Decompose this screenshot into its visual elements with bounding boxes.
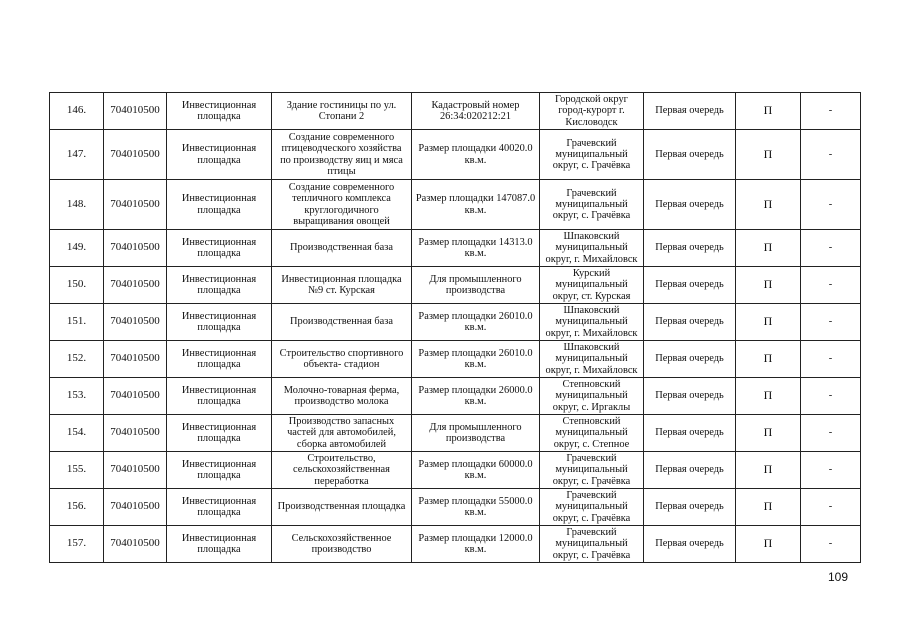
parameter-cell: Размер площадки 55000.0 кв.м.: [412, 489, 540, 526]
row-number-cell: 151.: [50, 304, 104, 341]
priority-cell: Первая очередь: [644, 130, 736, 180]
parameter-cell: Для промышленного производства: [412, 267, 540, 304]
code-cell: 704010500: [104, 180, 167, 230]
table-row: [50, 230, 861, 267]
parameter-cell: Размер площадки 26010.0 кв.м.: [412, 304, 540, 341]
location-cell: Грачевский муниципальный округ, с. Грачёвка: [540, 452, 644, 489]
priority-cell: Первая очередь: [644, 452, 736, 489]
parameter-cell: Размер площадки 147087.0 кв.м.: [412, 180, 540, 230]
table-row: [50, 180, 861, 230]
object-type-cell: Инвестиционная площадка: [167, 341, 272, 378]
location-cell: Грачевский муниципальный округ, с. Грачёвка: [540, 180, 644, 230]
parameter-cell: Для промышленного производства: [412, 415, 540, 452]
note-cell: -: [801, 304, 861, 341]
status-cell: П: [736, 489, 801, 526]
table-row: [50, 267, 861, 304]
table-row: [50, 452, 861, 489]
location-cell: Степновский муниципальный округ, с. Степное: [540, 415, 644, 452]
object-type-cell: Инвестиционная площадка: [167, 526, 272, 563]
location-cell: Степновский муниципальный округ, с. Иргаклы: [540, 378, 644, 415]
location-cell: Шпаковский муниципальный округ, г. Михайловск: [540, 230, 644, 267]
parameter-cell: Размер площадки 26010.0 кв.м.: [412, 341, 540, 378]
object-type-cell: Инвестиционная площадка: [167, 489, 272, 526]
note-cell: -: [801, 526, 861, 563]
location-cell: Грачевский муниципальный округ, с. Грачёвка: [540, 489, 644, 526]
parameter-cell: Размер площадки 26000.0 кв.м.: [412, 378, 540, 415]
parameter-cell: Размер площадки 14313.0 кв.м.: [412, 230, 540, 267]
object-type-cell: Инвестиционная площадка: [167, 93, 272, 130]
priority-cell: Первая очередь: [644, 267, 736, 304]
row-number-cell: 155.: [50, 452, 104, 489]
note-cell: -: [801, 230, 861, 267]
code-cell: 704010500: [104, 415, 167, 452]
table-row: [50, 93, 861, 130]
location-cell: Шпаковский муниципальный округ, г. Михайловск: [540, 304, 644, 341]
priority-cell: Первая очередь: [644, 341, 736, 378]
table-row: [50, 130, 861, 180]
code-cell: 704010500: [104, 341, 167, 378]
table-body: [50, 93, 861, 563]
status-cell: П: [736, 230, 801, 267]
parameter-cell: Кадастровый номер 26:34:020212:21: [412, 93, 540, 130]
priority-cell: Первая очередь: [644, 230, 736, 267]
object-name-cell: Здание гостиницы по ул. Стопани 2: [272, 93, 412, 130]
object-name-cell: Строительство, сельскохозяйственная переработка: [272, 452, 412, 489]
object-name-cell: Производственная площадка: [272, 489, 412, 526]
status-cell: П: [736, 341, 801, 378]
location-cell: Грачевский муниципальный округ, с. Грачёвка: [540, 526, 644, 563]
location-cell: Курский муниципальный округ, ст. Курская: [540, 267, 644, 304]
status-cell: П: [736, 93, 801, 130]
priority-cell: Первая очередь: [644, 304, 736, 341]
registry-table-container: [49, 92, 860, 563]
object-type-cell: Инвестиционная площадка: [167, 415, 272, 452]
row-number-cell: 146.: [50, 93, 104, 130]
table-row: [50, 378, 861, 415]
object-type-cell: Инвестиционная площадка: [167, 130, 272, 180]
row-number-cell: 152.: [50, 341, 104, 378]
object-name-cell: Сельскохозяйственное производство: [272, 526, 412, 563]
location-cell: Грачевский муниципальный округ, с. Грачёвка: [540, 130, 644, 180]
code-cell: 704010500: [104, 230, 167, 267]
status-cell: П: [736, 526, 801, 563]
object-name-cell: Строительство спортивного объекта- стадион: [272, 341, 412, 378]
priority-cell: Первая очередь: [644, 93, 736, 130]
object-name-cell: Производственная база: [272, 304, 412, 341]
code-cell: 704010500: [104, 378, 167, 415]
note-cell: -: [801, 378, 861, 415]
note-cell: -: [801, 489, 861, 526]
object-name-cell: Создание современного птицеводческого хозяйства по производству яиц и мяса птицы: [272, 130, 412, 180]
location-cell: Шпаковский муниципальный округ, г. Михайловск: [540, 341, 644, 378]
note-cell: -: [801, 130, 861, 180]
row-number-cell: 149.: [50, 230, 104, 267]
code-cell: 704010500: [104, 93, 167, 130]
table-row: [50, 526, 861, 563]
priority-cell: Первая очередь: [644, 180, 736, 230]
object-name-cell: Производственная база: [272, 230, 412, 267]
parameter-cell: Размер площадки 60000.0 кв.м.: [412, 452, 540, 489]
row-number-cell: 150.: [50, 267, 104, 304]
priority-cell: Первая очередь: [644, 415, 736, 452]
object-type-cell: Инвестиционная площадка: [167, 452, 272, 489]
object-name-cell: Молочно-товарная ферма, производство молока: [272, 378, 412, 415]
code-cell: 704010500: [104, 304, 167, 341]
object-name-cell: Создание современного тепличного комплекса круглогодичного выращивания овощей: [272, 180, 412, 230]
row-number-cell: 148.: [50, 180, 104, 230]
status-cell: П: [736, 378, 801, 415]
status-cell: П: [736, 130, 801, 180]
object-name-cell: Инвестиционная площадка №9 ст. Курская: [272, 267, 412, 304]
row-number-cell: 157.: [50, 526, 104, 563]
status-cell: П: [736, 452, 801, 489]
object-type-cell: Инвестиционная площадка: [167, 267, 272, 304]
row-number-cell: 156.: [50, 489, 104, 526]
table-row: [50, 415, 861, 452]
table-row: [50, 341, 861, 378]
code-cell: 704010500: [104, 130, 167, 180]
status-cell: П: [736, 415, 801, 452]
row-number-cell: 154.: [50, 415, 104, 452]
object-type-cell: Инвестиционная площадка: [167, 230, 272, 267]
code-cell: 704010500: [104, 526, 167, 563]
note-cell: -: [801, 180, 861, 230]
page-number: 109: [828, 570, 849, 584]
table-row: [50, 489, 861, 526]
priority-cell: Первая очередь: [644, 378, 736, 415]
table-row: [50, 304, 861, 341]
code-cell: 704010500: [104, 267, 167, 304]
object-type-cell: Инвестиционная площадка: [167, 378, 272, 415]
row-number-cell: 147.: [50, 130, 104, 180]
row-number-cell: 153.: [50, 378, 104, 415]
note-cell: -: [801, 452, 861, 489]
status-cell: П: [736, 304, 801, 341]
object-type-cell: Инвестиционная площадка: [167, 180, 272, 230]
parameter-cell: Размер площадки 40020.0 кв.м.: [412, 130, 540, 180]
note-cell: -: [801, 267, 861, 304]
status-cell: П: [736, 267, 801, 304]
priority-cell: Первая очередь: [644, 489, 736, 526]
note-cell: -: [801, 341, 861, 378]
object-name-cell: Производство запасных частей для автомобилей, сборка автомобилей: [272, 415, 412, 452]
code-cell: 704010500: [104, 489, 167, 526]
parameter-cell: Размер площадки 12000.0 кв.м.: [412, 526, 540, 563]
note-cell: -: [801, 415, 861, 452]
location-cell: Городской округ город-курорт г. Кисловодск: [540, 93, 644, 130]
status-cell: П: [736, 180, 801, 230]
note-cell: -: [801, 93, 861, 130]
priority-cell: Первая очередь: [644, 526, 736, 563]
registry-table: [49, 92, 861, 563]
object-type-cell: Инвестиционная площадка: [167, 304, 272, 341]
code-cell: 704010500: [104, 452, 167, 489]
